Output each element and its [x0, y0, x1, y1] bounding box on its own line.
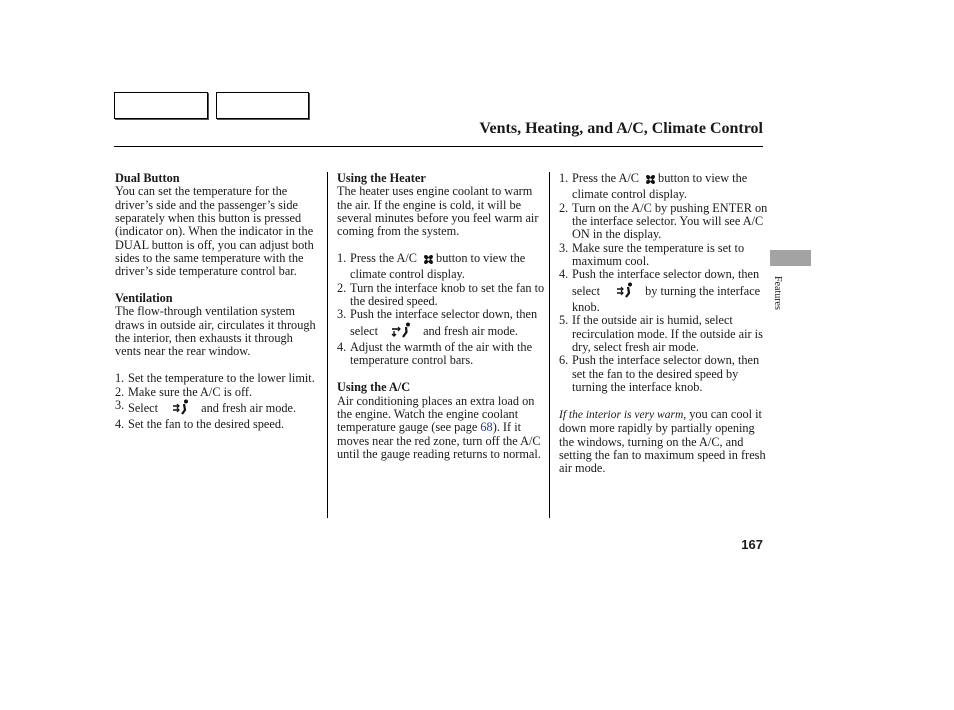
heater-steps: [337, 252, 545, 368]
floor-vent-mode-icon: [391, 322, 411, 341]
ac-text: Air conditioning places an extra load on the engine. Watch the engine coolant temperature gauge (see page 68). If it moves near the red zone, turn off the A/C until the gauge reading returns to normal.: [337, 393, 541, 461]
page-link[interactable]: 68: [480, 420, 493, 435]
tip-text: If the interior is very warm, you can cool it down more rapidly by partially opening the windows, turning on the A/C, and setting the fan to maximum speed in fresh air mode.: [559, 406, 766, 476]
title-rule: [114, 146, 763, 147]
fan-icon: [645, 174, 656, 188]
ac-steps: [559, 172, 769, 395]
column-2: [337, 172, 545, 461]
list-item: 1. Set the temperature to the lower limit.: [115, 371, 315, 386]
list-item: 4. Set the fan to the desired speed.: [115, 417, 285, 432]
column-3: [559, 172, 769, 476]
column-divider: [549, 172, 550, 518]
section-label: Features: [772, 276, 783, 310]
list-item: 2. Turn the interface knob to set the fan to the desired speed.: [337, 280, 545, 309]
vent-mode-icon: [171, 399, 189, 418]
nav-button-right[interactable]: [216, 92, 309, 119]
heater-text: The heater uses engine coolant to warm the air. If the engine is cold, it will be several minutes before you feel warm air coming from the system.: [337, 184, 539, 239]
ventilation-heading: Ventilation: [115, 291, 173, 306]
nav-button-left[interactable]: [114, 92, 208, 119]
vent-mode-icon: [615, 282, 633, 301]
page-title: Vents, Heating, and A/C, Climate Control: [479, 120, 763, 137]
list-item: 1. Press the A/C button to view the climate control display.: [337, 251, 526, 282]
ventilation-steps: [115, 372, 321, 431]
ventilation-text: The flow-through ventilation system draws in outside air, circulates it through the interior, then exhausts it through vents near the rear window.: [115, 304, 316, 359]
list-item: 1. Press the A/C button to view the climate control display.: [559, 171, 748, 202]
section-tab[interactable]: [770, 250, 811, 266]
dual-text: You can set the temperature for the driver’s side and the passenger’s side separately when this button is pressed (indicator on). When the indicator in the DUAL button is off, you can adjust both sides to the same temperature with the driver’s side temperature control bar.: [115, 184, 314, 279]
ac-heading: Using the A/C: [337, 380, 411, 395]
list-item: 3. Make sure the temperature is set to maximum cool.: [559, 240, 745, 269]
tip-italic: If the interior is very warm,: [559, 408, 687, 421]
page-number: 167: [741, 537, 763, 552]
list-item: 4. Push the interface selector down, then select by turning the interface knob.: [559, 267, 761, 315]
list-item: 3. Push the interface selector down, then select and fresh air mode.: [337, 308, 545, 341]
list-item: 5. If the outside air is humid, select recirculation mode. If the outside air is dry, select fresh air mode.: [559, 313, 763, 355]
list-item: 2. Make sure the A/C is off.: [115, 384, 253, 399]
heater-heading: Using the Heater: [337, 171, 426, 185]
column-1: [115, 172, 321, 432]
list-item: 3. Select and fresh air mode.: [115, 399, 321, 418]
column-divider: [327, 172, 328, 518]
list-item: 2. Turn on the A/C by pushing ENTER on the interface selector. You will see A/C ON in the display.: [559, 200, 768, 242]
list-item: 4. Adjust the warmth of the air with the temperature control bars.: [337, 340, 533, 368]
fan-icon: [423, 254, 434, 268]
list-item: 6. Push the interface selector down, then set the fan to the desired speed by turning the interface knob.: [559, 353, 760, 395]
dual-heading: Dual Button: [115, 171, 180, 185]
